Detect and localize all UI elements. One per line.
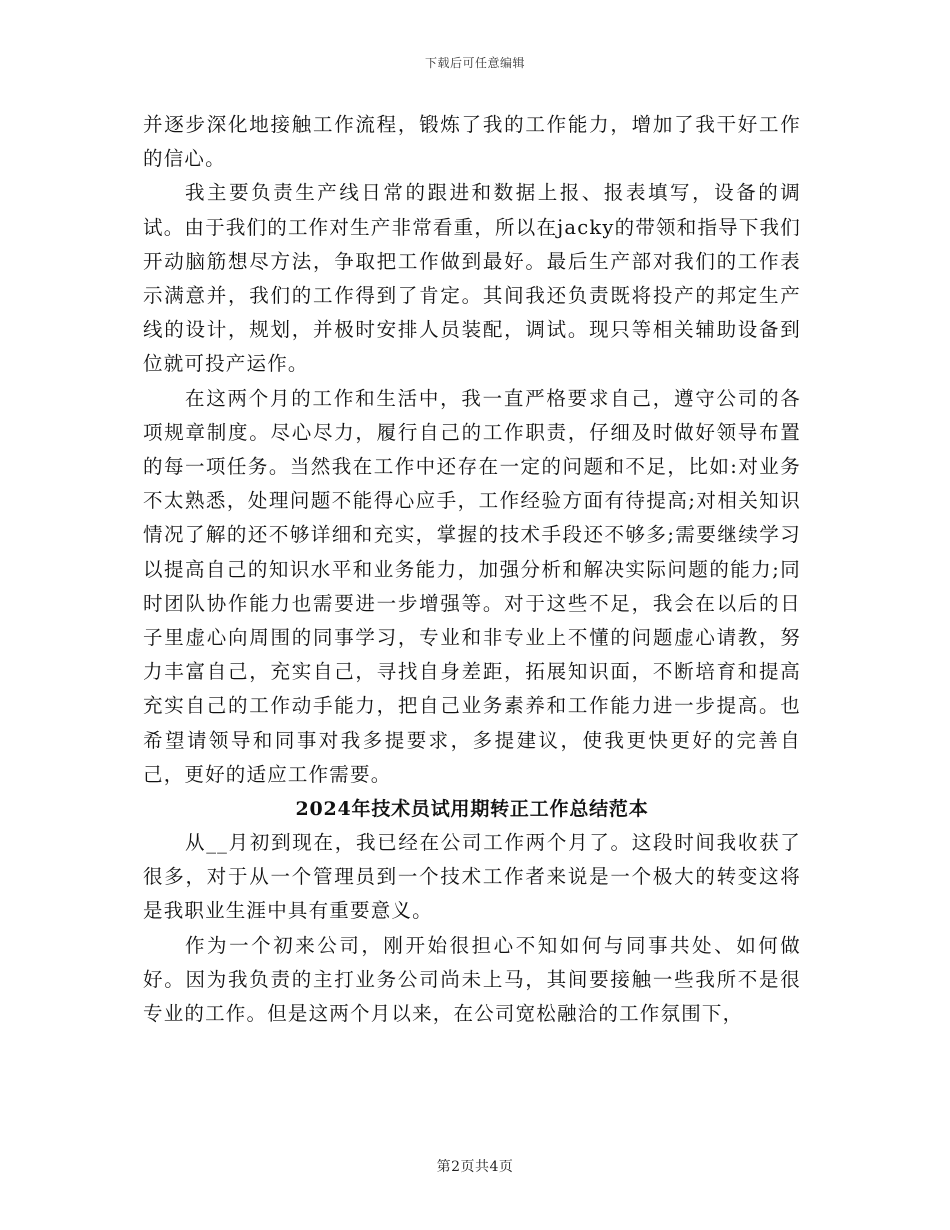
header-note: 下载后可任意编辑: [424, 56, 525, 70]
paragraph-beginning: 作为一个初来公司，刚开始很担心不知如何与同事共处、如何做好。因为我负责的主打业务公司尚未上马，其间要接触一些我所不是很专业的工作。但是这两个月以来，在公司宽松融洽的工作氛围下，: [143, 933, 801, 1026]
paragraph-continuation: 并逐步深化地接触工作流程，锻炼了我的工作能力，增加了我干好工作的信心。: [143, 113, 801, 171]
paragraph-intro: 从__月初到现在，我已经在公司工作两个月了。这段时间我收获了很多，对于从一个管理员到一个技术工作者来说是一个极大的转变这将是我职业生涯中具有重要意义。: [143, 831, 801, 923]
paragraph-self-assessment: 在这两个月的工作和生活中，我一直严格要求自己，遵守公司的各项规章制度。尽心尽力，履行自己的工作职责，仔细及时做好领导布置的每一项任务。当然我在工作中还存在一定的问题和不足，比如:对业务不太熟悉，处理问题不能得心应手，工作经验方面有待提高;对相关知识情况了解的还不够详细和充实，掌握的技术手段还不够多;需要继续学习以提高自己的知识水平和业务能力，加强分析和解决实际问题的能力;同时团队协作能力也需要进一步增强等。对于这些不足，我会在以后的日子里虚心向周围的同事学习，专业和非专业上不懂的问题虚心请教，努力丰富自己，充实自己，寻找自身差距，拓展知识面，不断培育和提高充实自己的工作动手能力，把自己业务素养和工作能力进一步提高。也希望请领导和同事对我多提要求，多提建议，使我更快更好的完善自己，更好的适应工作需要。: [143, 386, 801, 786]
paragraph-responsibilities: 我主要负责生产线日常的跟进和数据上报、报表填写，设备的调试。由于我们的工作对生产非常看重，所以在jacky的带领和指导下我们开动脑筋想尽方法，争取把工作做到最好。最后生产部对我们的工作表示满意并，我们的工作得到了肯定。其间我还负责既将投产的邦定生产线的设计，规划，并极时安排人员装配，调试。现只等相关辅助设备到位就可投产运作。: [143, 181, 801, 376]
page-number: 第2页共4页: [436, 1159, 514, 1175]
document-body: [143, 108, 801, 1031]
document-title: 2024年技术员试用期转正工作总结范本: [295, 798, 649, 821]
